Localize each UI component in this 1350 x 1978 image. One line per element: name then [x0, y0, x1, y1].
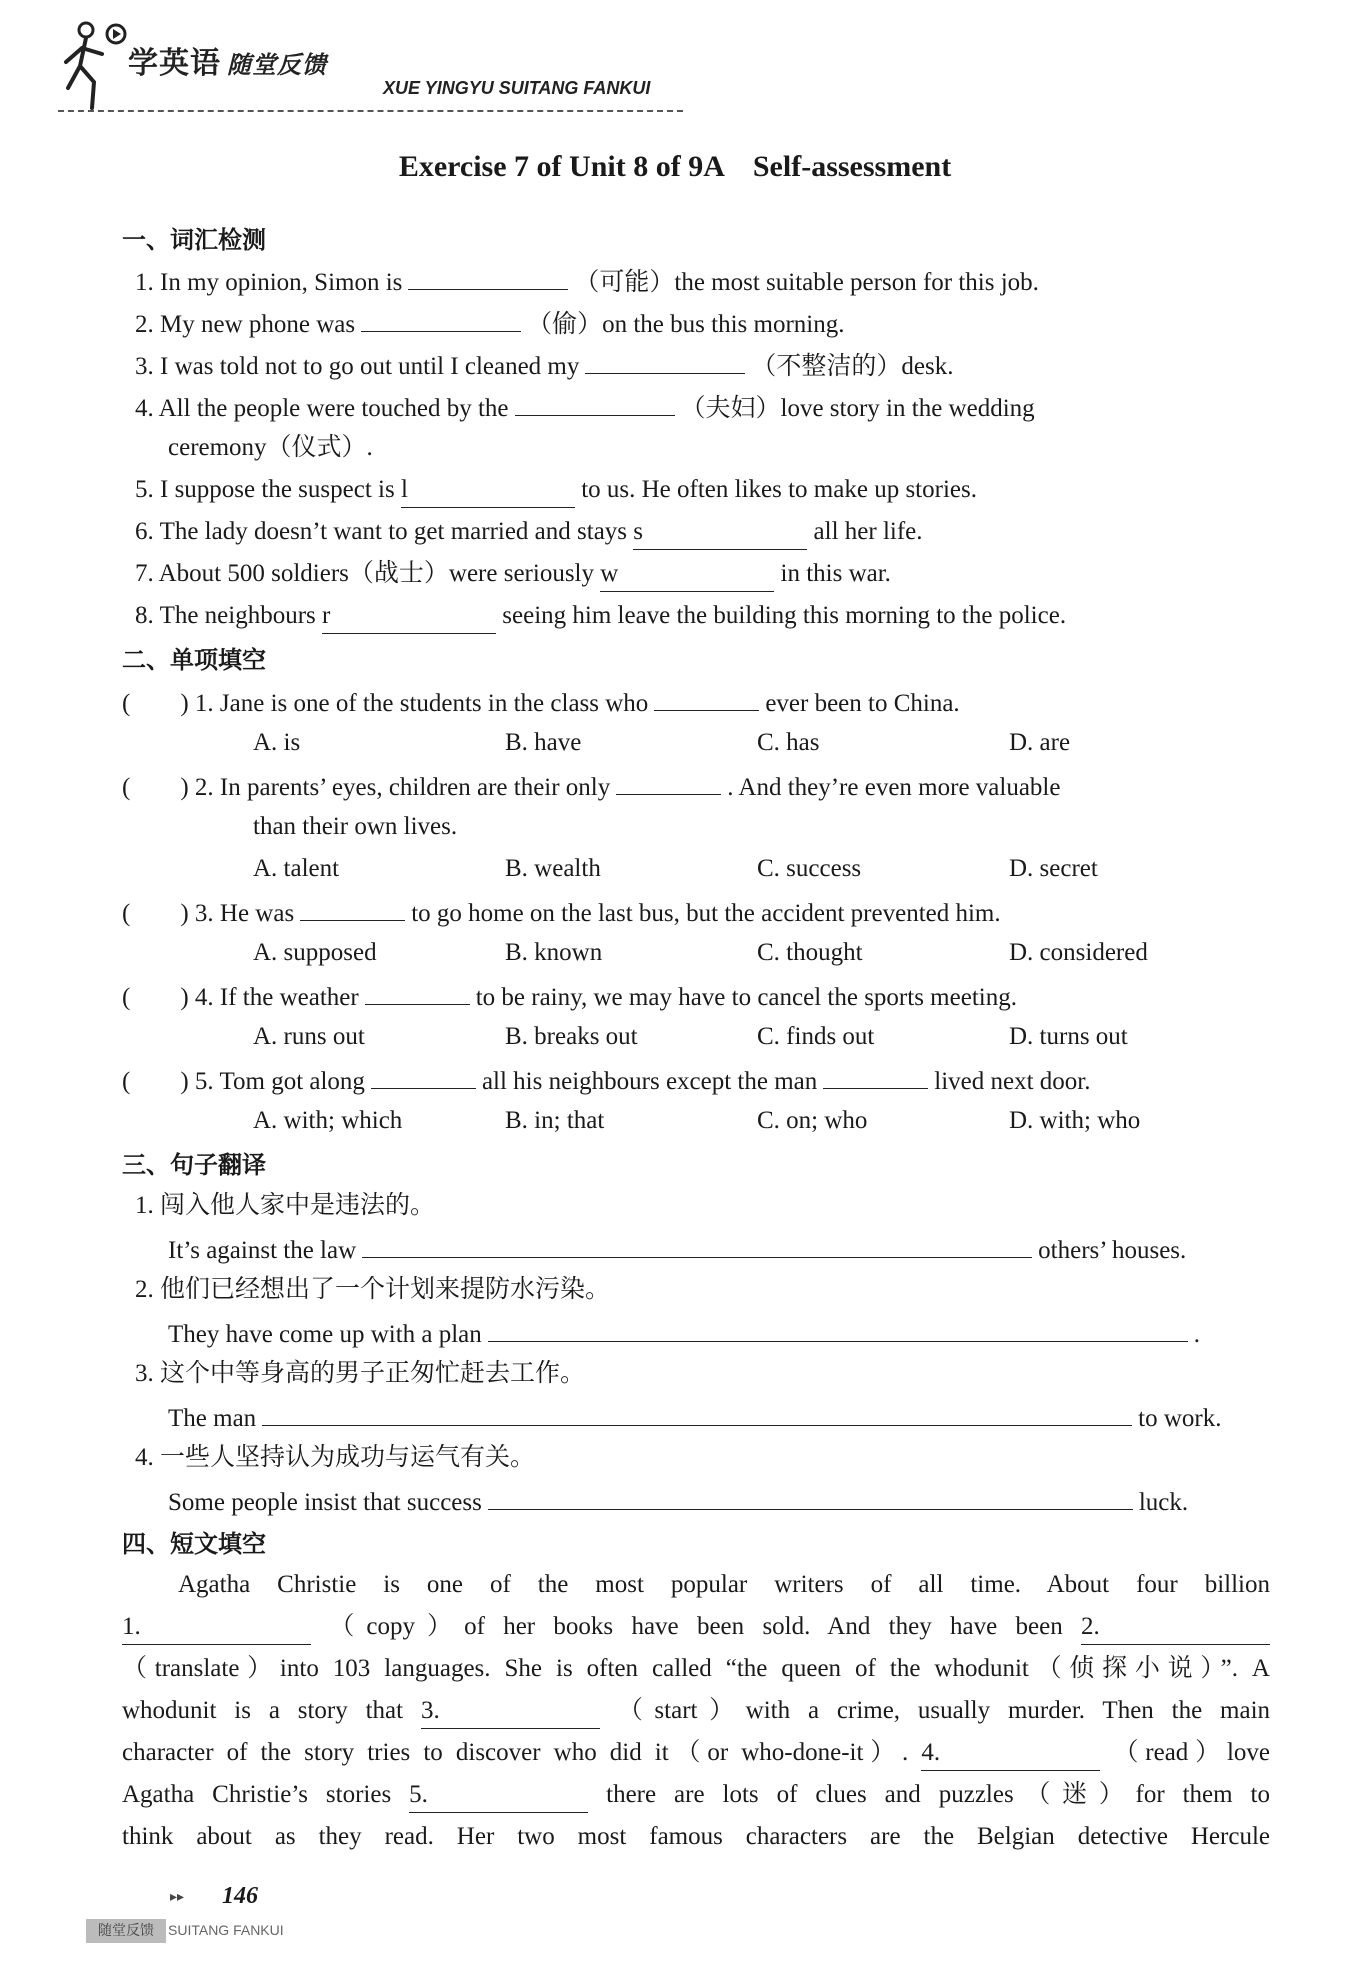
answer-bracket[interactable]: ( )	[122, 1068, 189, 1095]
header-divider	[58, 110, 683, 112]
brand-title: 学英语 随堂反馈	[128, 46, 327, 81]
footer-band: 随堂反馈	[86, 1919, 166, 1943]
option-b[interactable]: B. in; that	[505, 1107, 605, 1134]
answer-blank	[300, 894, 405, 921]
mc-question-3: ( ) 3. He was to go home on the last bus, but the accident prevented him.	[122, 894, 1001, 931]
answer-bracket[interactable]: ( )	[122, 984, 189, 1011]
option-d[interactable]: D. considered	[1009, 939, 1148, 966]
footer-pinyin: SUITANG FANKUI	[168, 1922, 284, 1938]
mc-question-1: ( ) 1. Jane is one of the students in the class who ever been to China.	[122, 684, 960, 721]
vocab-item-3: 3. I was told not to go out until I cleaned my （不整洁的）desk.	[135, 347, 953, 384]
answer-blank	[654, 684, 759, 711]
option-a[interactable]: A. supposed	[253, 939, 377, 966]
cloze-blank-2[interactable]: 2.	[1081, 1610, 1270, 1645]
runner-logo-icon	[58, 18, 128, 118]
arrow-icon: ▸▸	[170, 1890, 185, 1905]
answer-blank[interactable]	[488, 1483, 1133, 1510]
cloze-line-3: （translate）into 103 languages. She is often called “the queen of the whodunit（侦探小说）”. A	[122, 1655, 1270, 1682]
mc-question-5: ( ) 5. Tom got along all his neighbours except the man lived next door.	[122, 1062, 1091, 1099]
vocab-item-1: 1. In my opinion, Simon is （可能）the most suitable person for this job.	[135, 263, 1039, 300]
page-number: 146	[222, 1883, 258, 1909]
vocab-item-7: 7. About 500 soldiers（战士）were seriously w in this war.	[135, 557, 891, 592]
answer-bracket[interactable]: ( )	[122, 900, 189, 927]
answer-blank	[365, 978, 470, 1005]
option-b[interactable]: B. wealth	[505, 855, 601, 882]
translation-answer-3: The man to work.	[168, 1399, 1222, 1436]
option-c[interactable]: C. success	[757, 855, 862, 882]
option-b[interactable]: B. have	[505, 729, 582, 756]
option-d[interactable]: D. are	[1009, 729, 1071, 756]
answer-blank[interactable]	[361, 305, 521, 332]
answer-blank[interactable]	[515, 389, 675, 416]
option-a[interactable]: A. is	[253, 729, 301, 756]
translation-prompt-1: 1. 闯入他人家中是违法的。	[135, 1192, 436, 1219]
vocab-item-4: 4. All the people were touched by the （夫妇）love story in the wedding	[135, 389, 1270, 426]
answer-blank[interactable]: r	[322, 599, 496, 634]
option-a[interactable]: A. with; which	[253, 1107, 403, 1134]
vocab-item-6: 6. The lady doesn’t want to get married and stays s all her life.	[135, 515, 923, 550]
answer-blank[interactable]	[362, 1231, 1032, 1258]
cloze-blank-1[interactable]: 1.	[122, 1610, 311, 1645]
cloze-line-2: 1. （copy）of her books have been sold. And they have been 2.	[122, 1610, 1270, 1645]
answer-blank[interactable]: w	[600, 557, 774, 592]
section-heading-multiple-choice: 二、单项填空	[122, 646, 266, 674]
answer-blank	[616, 768, 721, 795]
answer-blank[interactable]: s	[633, 515, 807, 550]
brand-pinyin: XUE YINGYU SUITANG FANKUI	[383, 78, 651, 98]
option-d[interactable]: D. turns out	[1009, 1023, 1128, 1050]
answer-blank[interactable]	[585, 347, 745, 374]
option-a[interactable]: A. talent	[253, 855, 340, 882]
cloze-line-7: think about as they read. Her two most famous characters are the Belgian detective Hercule	[122, 1823, 1270, 1850]
answer-bracket[interactable]: ( )	[122, 774, 189, 801]
cloze-blank-4[interactable]: 4.	[921, 1736, 1100, 1771]
cloze-line-6: Agatha Christie’s stories 5. there are lots of clues and puzzles（迷）for them to	[122, 1778, 1270, 1813]
answer-blank[interactable]	[488, 1315, 1188, 1342]
section-heading-cloze: 四、短文填空	[122, 1530, 266, 1558]
option-d[interactable]: D. secret	[1009, 855, 1098, 882]
option-c[interactable]: C. on; who	[757, 1107, 868, 1134]
option-c[interactable]: C. has	[757, 729, 820, 756]
answer-blank[interactable]: l	[401, 473, 575, 508]
option-c[interactable]: C. thought	[757, 939, 863, 966]
section-heading-translation: 三、句子翻译	[122, 1151, 266, 1179]
answer-blank	[823, 1062, 928, 1089]
vocab-item-4-continued: ceremony（仪式）.	[168, 434, 373, 461]
option-c[interactable]: C. finds out	[757, 1023, 875, 1050]
translation-prompt-4: 4. 一些人坚持认为成功与运气有关。	[135, 1444, 536, 1471]
vocab-item-8: 8. The neighbours r seeing him leave the building this morning to the police.	[135, 599, 1066, 634]
cloze-line-4: whodunit is a story that 3. （start）with a crime, usually murder. Then the main	[122, 1694, 1270, 1729]
translation-prompt-3: 3. 这个中等身高的男子正匆忙赶去工作。	[135, 1360, 586, 1387]
vocab-item-2: 2. My new phone was （偷）on the bus this morning.	[135, 305, 844, 342]
option-b[interactable]: B. known	[505, 939, 603, 966]
cloze-blank-5[interactable]: 5.	[409, 1778, 588, 1813]
vocab-item-5: 5. I suppose the suspect is l to us. He often likes to make up stories.	[135, 473, 977, 508]
translation-answer-1: It’s against the law others’ houses.	[168, 1231, 1186, 1268]
translation-prompt-2: 2. 他们已经想出了一个计划来提防水污染。	[135, 1276, 611, 1303]
section-heading-vocabulary: 一、词汇检测	[122, 226, 266, 254]
cloze-line-5: character of the story tries to discover who did it（or who-done-it）. 4. （read）love	[122, 1736, 1270, 1771]
answer-blank[interactable]	[408, 263, 568, 290]
mc-question-2: ( ) 2. In parents’ eyes, children are their only . And they’re even more valuable	[122, 768, 1060, 805]
translation-answer-4: Some people insist that success luck.	[168, 1483, 1188, 1520]
header	[58, 18, 698, 123]
page-title: Exercise 7 of Unit 8 of 9A Self-assessment	[398, 150, 952, 183]
option-b[interactable]: B. breaks out	[505, 1023, 638, 1050]
answer-blank[interactable]	[262, 1399, 1132, 1426]
cloze-blank-3[interactable]: 3.	[421, 1694, 600, 1729]
cloze-line-1: Agatha Christie is one of the most popular writers of all time. About four billion	[178, 1571, 1270, 1598]
option-d[interactable]: D. with; who	[1009, 1107, 1141, 1134]
answer-blank	[371, 1062, 476, 1089]
mc-question-2-continued: than their own lives.	[253, 813, 458, 840]
answer-bracket[interactable]: ( )	[122, 690, 189, 717]
translation-answer-2: They have come up with a plan .	[168, 1315, 1200, 1352]
option-a[interactable]: A. runs out	[253, 1023, 365, 1050]
mc-question-4: ( ) 4. If the weather to be rainy, we may have to cancel the sports meeting.	[122, 978, 1017, 1015]
